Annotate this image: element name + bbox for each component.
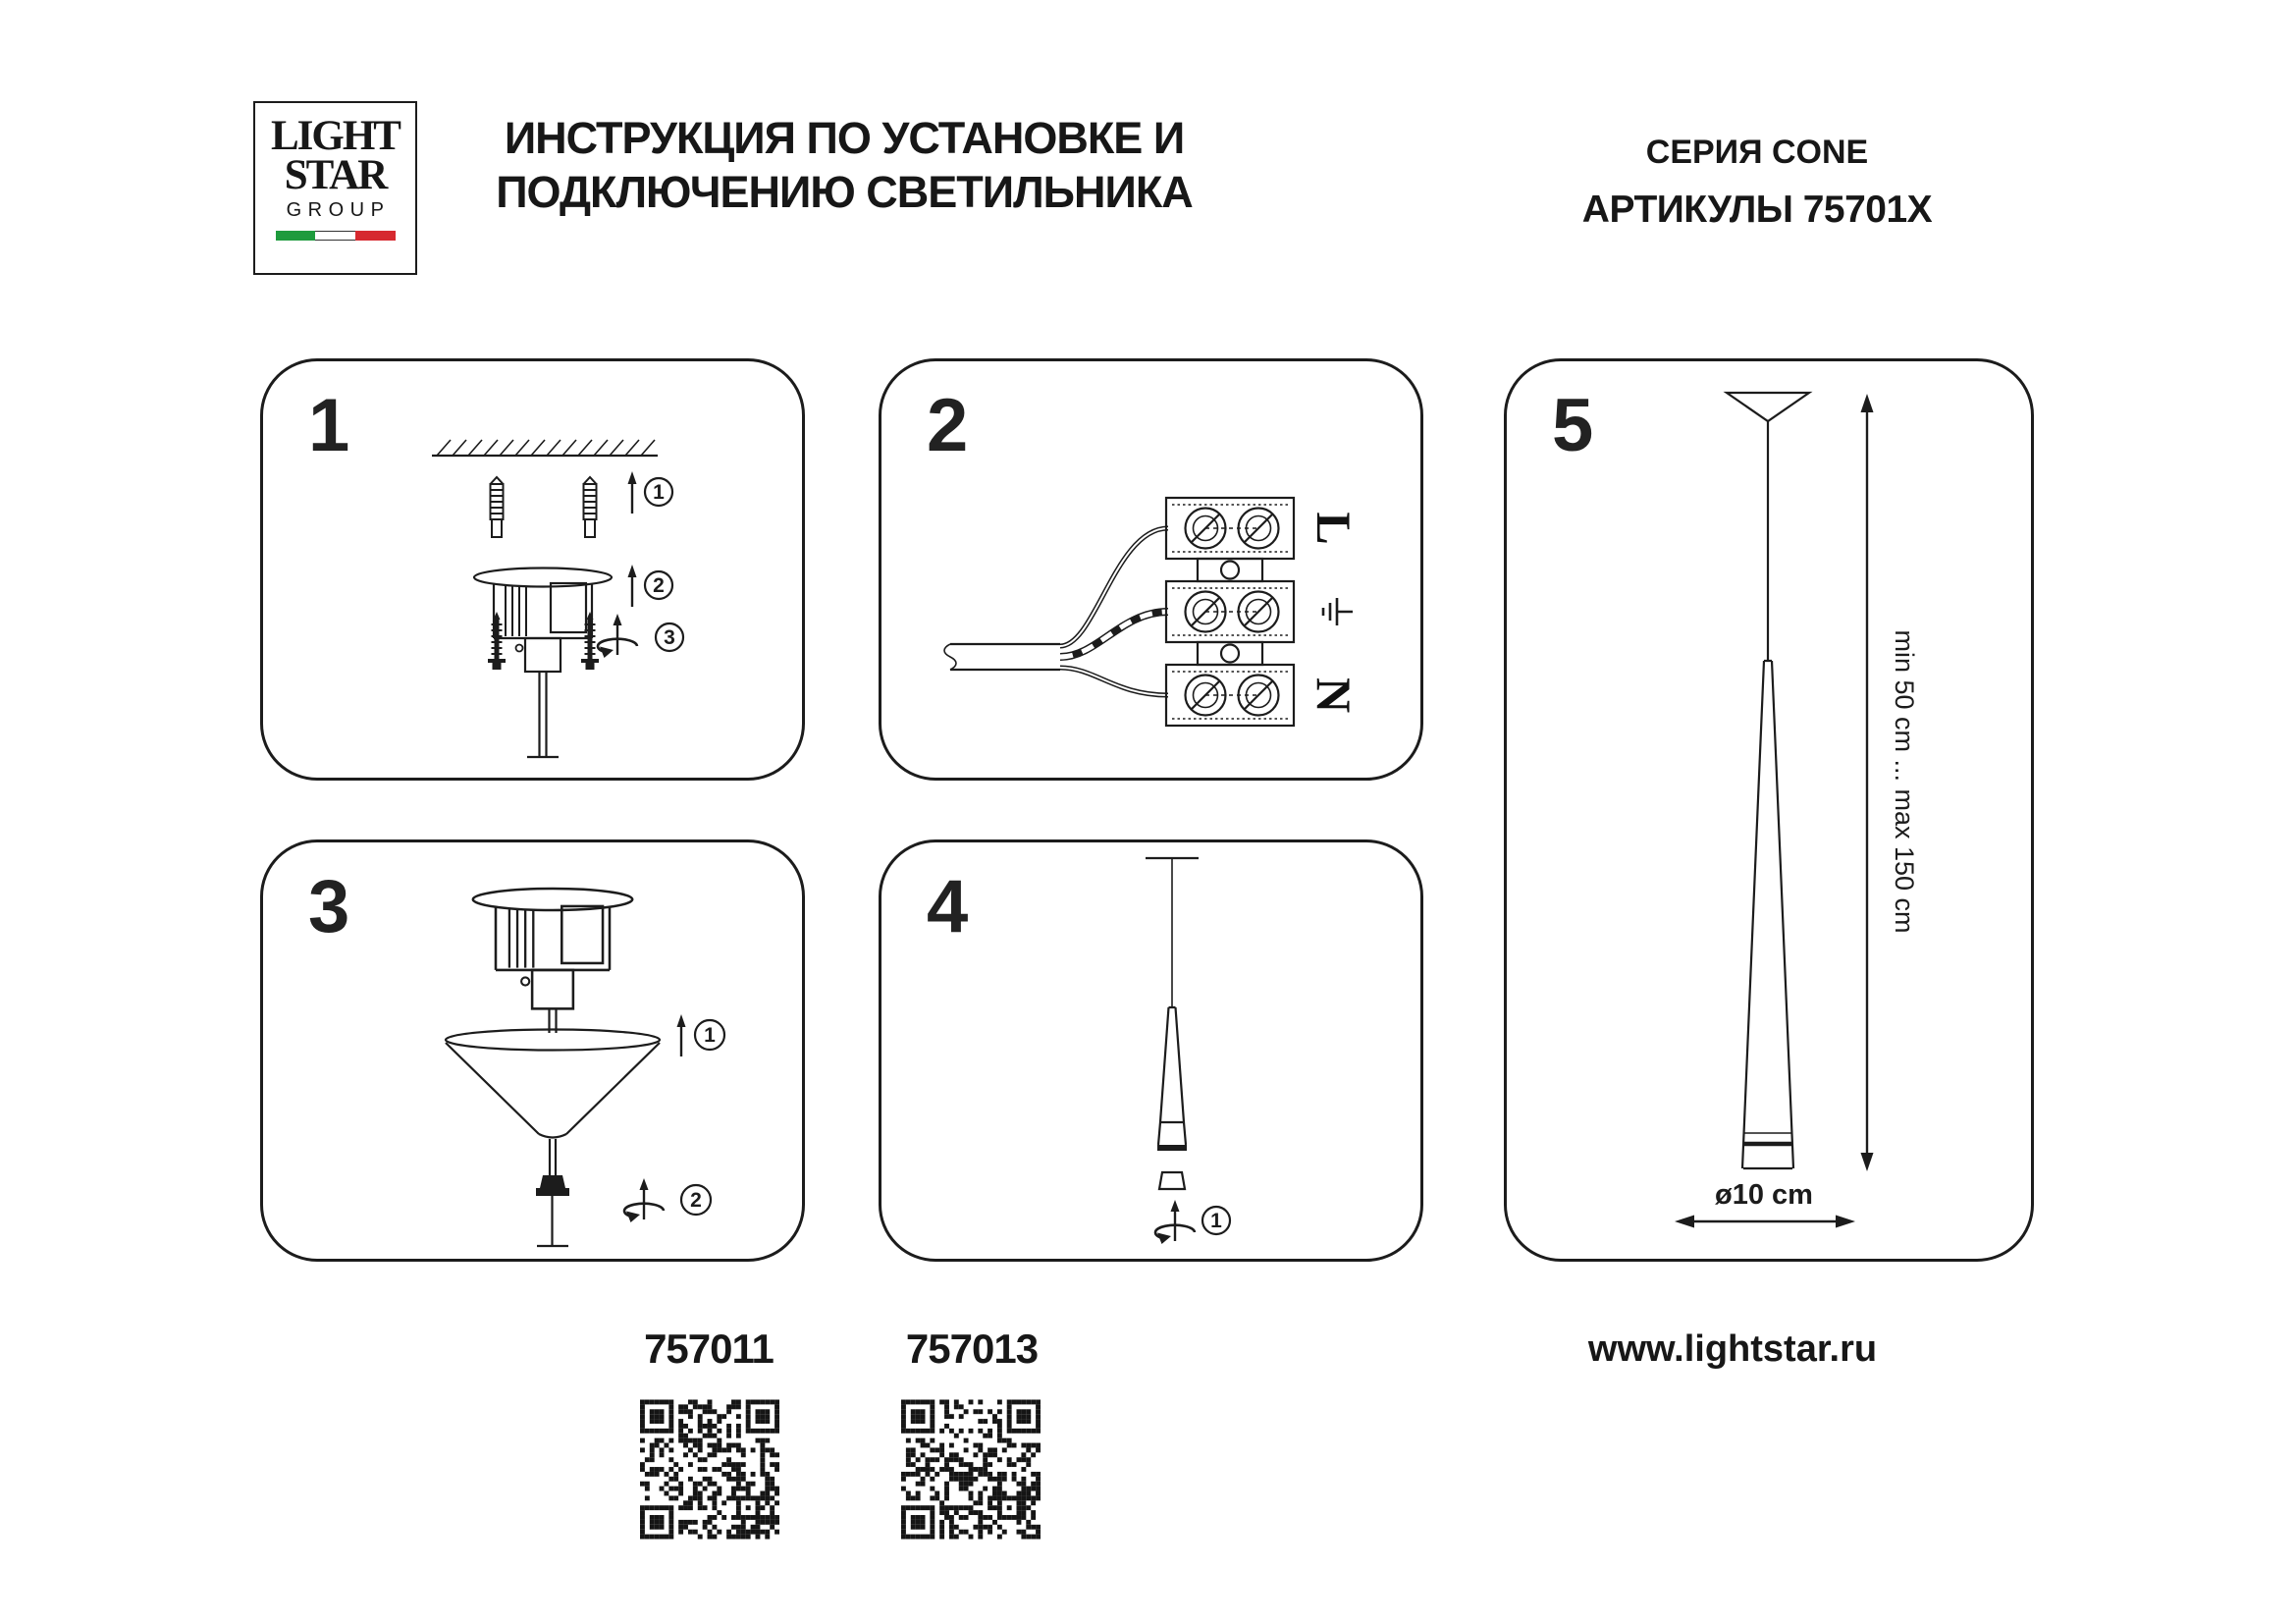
earth-ground-icon [1323,598,1353,625]
up-arrow-icon [628,565,637,607]
terminal-block [1166,498,1294,726]
screw-icon [488,612,506,670]
panel-step-5 [1504,358,2034,1262]
step-badge-2 [645,571,672,599]
panel-4-diagram [881,842,1420,1259]
step-badge-1 [645,478,672,506]
diameter-dimension [1675,1179,1855,1228]
qr-code-757013 [901,1398,1041,1541]
svg-text:1: 1 [653,481,665,504]
panel-1-diagram [263,361,802,778]
rotate-arrow-icon [624,1178,664,1222]
step-badge-3 [656,623,683,651]
ceiling-hatch-icon [432,440,658,456]
page-title [412,112,1276,220]
cone-pendant [1157,1007,1187,1151]
lightstar-logo [253,101,417,275]
terminal-screws [1186,509,1279,716]
lower-rod-end [537,1196,568,1246]
step-badge-2 [681,1185,711,1215]
article-number-757013: 757013 [905,1326,1039,1372]
up-arrow-icon [628,471,637,514]
logo-word-group: GROUP [286,198,391,221]
up-arrow-icon [677,1014,686,1056]
panel-3-number: 3 [308,865,348,948]
diameter-label: ø10 cm [1715,1179,1813,1211]
logo-word-light: LIGHT [271,113,400,159]
panel-step-1 [260,358,805,781]
article-number-757011: 757011 [644,1326,774,1372]
logo-word-star: STAR [284,152,387,199]
wall-plug-icon [491,477,504,537]
pendant-cord [1146,858,1199,1007]
panel-step-4 [879,839,1423,1262]
svg-text:1: 1 [1210,1210,1222,1232]
step-badge-1 [1202,1207,1230,1234]
articles-label: АРТИКУЛЫ 75701X [1581,189,1933,231]
panel-2-number: 2 [927,384,967,467]
rotate-arrow-icon [1155,1200,1195,1244]
height-dimension [1861,394,1920,1171]
lower-rod [550,1139,556,1175]
suspension-rod [527,672,559,757]
panel-5-diagram [1507,361,2031,1259]
svg-text:2: 2 [653,574,665,597]
power-cable [944,528,1168,695]
panel-4-number: 4 [927,865,967,948]
svg-text:2: 2 [690,1189,702,1212]
page-title-line2: ПОДКЛЮЧЕНИЮ СВЕТИЛЬНИКА [496,166,1193,217]
diffuser-cap [1159,1172,1185,1189]
terminal-label-neutral: N [1307,677,1362,714]
svg-text:3: 3 [664,626,675,649]
ceiling-mount-icon [473,889,632,1008]
website-url: www.lightstar.ru [1587,1328,1878,1370]
panel-2-diagram [881,361,1420,778]
terminal-label-live: L [1307,512,1362,545]
fastener-nut [536,1175,569,1196]
panel-5-number: 5 [1552,384,1592,467]
assembled-pendant [1727,393,1809,1168]
rotate-arrow-icon [598,614,637,658]
qr-code-757011 [640,1398,779,1541]
step-badge-1 [695,1020,724,1050]
series-label: СЕРИЯ CONE [1645,134,1869,171]
svg-text:1: 1 [704,1024,716,1047]
panel-3-diagram [263,842,802,1259]
panel-step-2 [879,358,1423,781]
italian-flag-icon [276,231,396,241]
wall-plug-icon [584,477,597,537]
cone-shade [446,1030,660,1138]
page-title-line1: ИНСТРУКЦИЯ ПО УСТАНОВКЕ И [504,113,1185,163]
panel-step-3 [260,839,805,1262]
panel-1-number: 1 [308,384,348,467]
screw-icon [581,612,599,670]
height-range-label: min 50 cm ... max 150 cm [1890,629,1919,934]
